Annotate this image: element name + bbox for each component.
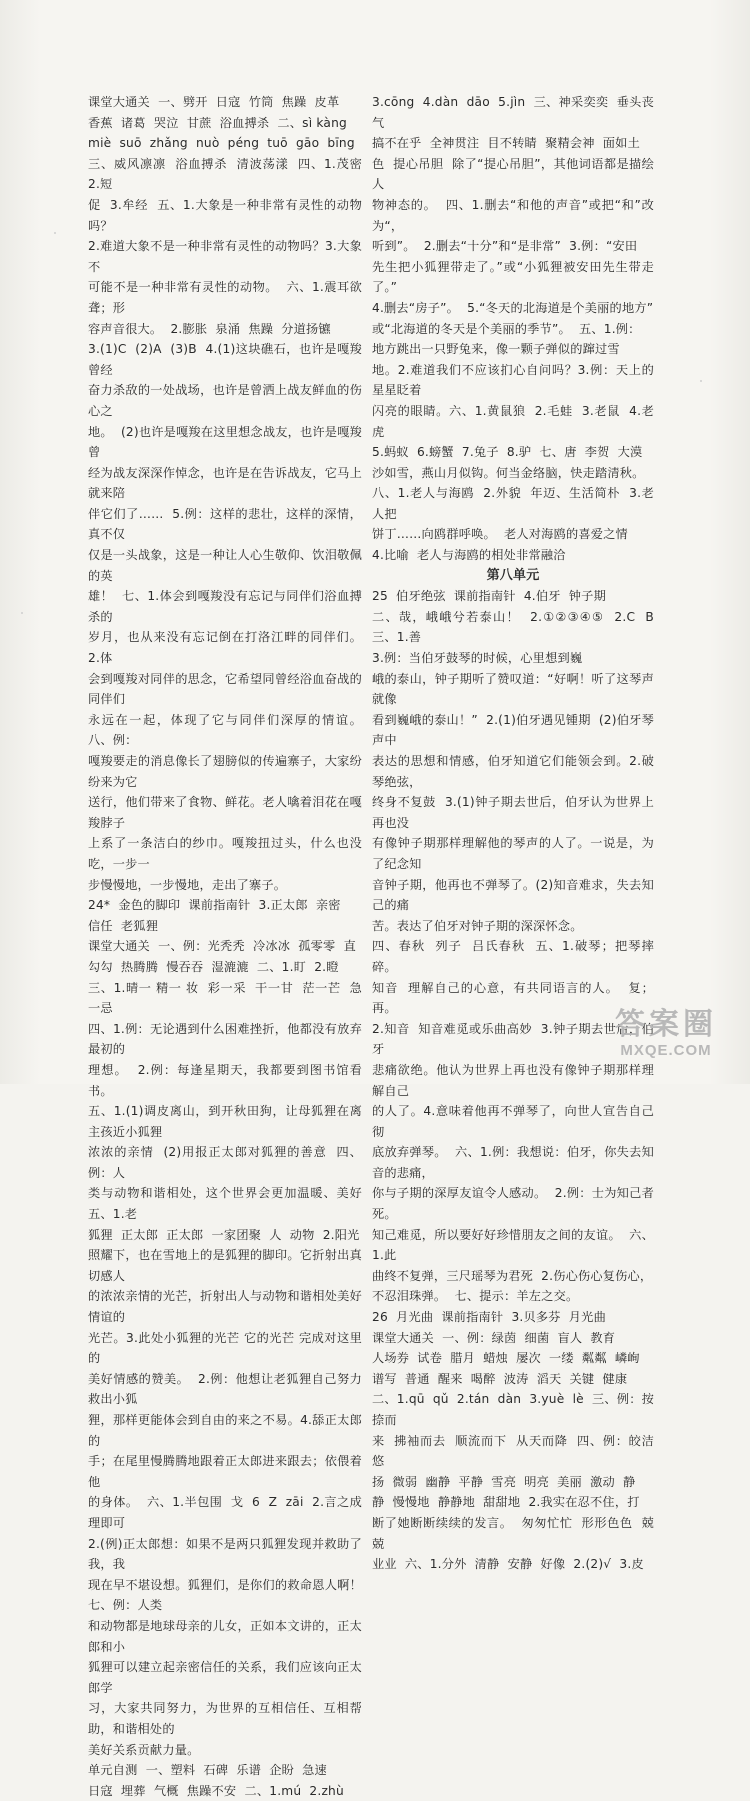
answer-line: 五、1.(1)调皮离山，到开秋田狗，让母狐狸在离主孩近小狐狸 xyxy=(88,1104,362,1139)
answer-line: 永远在一起，体现了它与同伴们深厚的情谊。 八、例： xyxy=(88,712,371,748)
answer-line: 岁月，也从来没有忘记倒在打洛江畔的同伴们。 2.体 xyxy=(88,630,371,666)
answer-line: 的身体。 六、1.半包围 戈 6 Z zāi 2.言之成理即可 xyxy=(88,1495,362,1530)
answer-line: 香蕉 诸葛 哭泣 甘蔗 浴血搏杀 二、sì kàng xyxy=(88,115,347,130)
answer-line: 步慢慢地，一步慢地，走出了寨子。 xyxy=(88,877,287,892)
answer-line: 不忍泪珠弹。 七、提示：羊左之交。 xyxy=(372,1289,579,1304)
answer-line: 24* 金色的脚印 课前指南针 3.正太郎 亲密 xyxy=(88,898,341,913)
answer-line: 的人了。4.意味着他再不弹琴了，向世人宣告自己彻 xyxy=(372,1104,654,1139)
answer-line: 和动物都是地球母亲的儿女，正如本文讲的，正太郎和小 xyxy=(88,1618,362,1654)
answer-line: 仅是一头战象，这是一种让人心生敬仰、饮泪敬佩的英 xyxy=(88,548,362,583)
answer-line: 嘎羧要走的消息像长了翅膀似的传遍寨子，大家纷纷来为它 xyxy=(88,754,362,789)
answer-line: 的浓浓亲情的光芒，折射出人与动物和谐相处美好情谊的 xyxy=(88,1289,362,1325)
answer-line: 静 慢慢地 静静地 甜甜地 2.我实在忍不住，打 xyxy=(372,1495,640,1510)
answer-line: 知己难觅，所以要好好珍惜朋友之间的友谊。 六、1.此 xyxy=(372,1227,654,1263)
answer-line: 底放弃弹琴。 六、1.例：我想说：伯牙，你失去知音的悲痛， xyxy=(372,1145,654,1180)
answer-line: 搞不在乎 全神贯注 目不转睛 聚精会神 面如土 xyxy=(372,136,640,151)
answer-line: 悲痛欲绝。他认为世界上再也没有像钟子期那样理解自己 xyxy=(372,1062,654,1098)
answer-line: 地方跳出一只野兔来，像一颗子弹似的蹿过雪 xyxy=(372,342,620,357)
answer-line: 业业 六、1.分外 清静 安静 好像 2.(2)√ 3.皮 xyxy=(372,1557,644,1572)
answer-line: 苦。表达了伯牙对钟子期的深深怀念。 xyxy=(372,918,583,933)
right-column xyxy=(372,92,663,1575)
answer-line: 有像钟子期那样理解他的琴声的人了。一说是，为了纪念知 xyxy=(372,836,654,871)
answer-line: 信任 老狐狸 xyxy=(88,918,159,933)
answer-line: 2.(例)正太郎想：如果不是两只狐狸发现并救助了我，我 xyxy=(88,1536,362,1572)
answer-line: 会到嘎羧对同伴的思念，它希望同曾经浴血奋战的同伴们 xyxy=(88,671,362,707)
answer-line: 表达的思想和情感，伯牙知道它们能领会到。2.破琴绝弦， xyxy=(372,754,654,789)
answer-line: 美好情感的赞美。 2.例：他想让老狐狸自己努力救出小狐 xyxy=(88,1371,362,1407)
answer-line: 日寇 埋葬 气概 焦躁不安 二、1.mú 2.zhù xyxy=(88,1783,344,1798)
unit-heading: 第八单元 xyxy=(486,567,540,583)
answer-line: 地。2.难道我们不应该扪心自问吗？3.例：天上的星星眨着 xyxy=(372,362,654,398)
answer-line: 照耀下，也在雪地上的是狐狸的脚印。它折射出真切感人 xyxy=(88,1248,362,1283)
answer-line: 类与动物和谐相处，这个世界会更加温暖、美好 五、1.老 xyxy=(88,1186,371,1222)
answer-line: 八、1.老人与海鸥 2.外貌 年迈、生活简朴 3.老人把 xyxy=(372,486,654,521)
watermark-url: MXQE.COM xyxy=(620,1042,712,1059)
answer-line: 看到巍峨的泰山！” 2.(1)伯牙遇见锺期 (2)伯牙琴声中 xyxy=(372,712,654,748)
answer-line: 你与子期的深厚友谊令人感动。 2.例：士为知己者死。 xyxy=(372,1186,654,1222)
answer-line: 奋力杀敌的一处战场，也许是曾洒上战友鲜血的伤心之 xyxy=(88,383,362,418)
scan-speck xyxy=(54,232,56,234)
answer-line: 二、哉，峨峨兮若泰山！ 2.①②③④⑤ 2.C B 三、1.善 xyxy=(372,609,663,645)
answer-line: 狐狸可以建立起亲密信任的关系，我们应该向正太郎学 xyxy=(88,1660,362,1695)
answer-line: 先生把小狐狸带走了。”或“小狐狸被安田先生带走了。” xyxy=(372,259,654,295)
answer-line: 狐狸 正太郎 正太郎 一家团聚 人 动物 2.阳光 xyxy=(88,1227,360,1242)
answer-line: 或“北海道的冬天是个美丽的季节”。 五、1.例： xyxy=(372,321,641,336)
answer-line: 峨的泰山，钟子期听了赞叹道：“好啊！听了这琴声就像 xyxy=(372,671,654,707)
answer-line: 25 伯牙绝弦 课前指南针 4.伯牙 钟子期 xyxy=(372,589,606,604)
answer-line: 促 3.牟经 五、1.大象是一种非常有灵性的动物吗？ xyxy=(88,197,362,233)
answer-line: 4.删去“房子”。 5.“冬天的北海道是个美丽的地方” xyxy=(372,300,654,315)
scan-speck xyxy=(700,380,702,382)
answer-line: 26 月光曲 课前指南针 3.贝多芬 月光曲 xyxy=(372,1310,606,1325)
answer-line: 4.比喻 老人与海鸥的相处非常融洽 xyxy=(372,548,566,563)
answer-line: 习，大家共同努力，为世界的互相信任、互相帮助，和谐相处的 xyxy=(88,1701,362,1736)
answer-line: 地。 (2)也许是嘎羧在这里想念战友，也许是嘎羧曾 xyxy=(88,424,362,460)
watermark-title: 答案圈 xyxy=(615,1007,717,1042)
answer-line: 谱写 普通 醒来 喝醉 波涛 滔天 关键 健康 xyxy=(372,1371,628,1386)
answer-line: 5.蚂蚁 6.螃蟹 7.兔子 8.驴 七、唐 李贺 大漠 xyxy=(372,445,643,460)
answer-line: 听到”。 2.删去“十分”和“是非常” 3.例：“安田 xyxy=(372,239,638,254)
answer-line: 物神态的。 四、1.删去“和他的声音”或把“和”改为“， xyxy=(372,197,654,233)
answer-line: 可能不是一种非常有灵性的动物。 六、1.震耳欲聋；形 xyxy=(88,280,362,315)
answer-line: 送行，他们带来了食物、鲜花。老人噙着泪花在嘎羧脖子 xyxy=(88,795,362,830)
answer-line: 狸，那样更能体会到自由的来之不易。4.舔正太郎的 xyxy=(88,1413,362,1448)
answer-line: 勾勾 热腾腾 慢吞吞 湿漉漉 二、1.盯 2.瞪 xyxy=(88,959,339,974)
answer-line: 浓浓的亲情 (2)用报正太郎对狐狸的善意 四、例：人 xyxy=(88,1145,362,1180)
watermark-logo xyxy=(592,1008,740,1070)
answer-line: 现在早不堪设想。狐狸们，是你们的救命恩人啊！ 七、例：人类 xyxy=(88,1577,371,1613)
answer-line: 雄！ 七、1.体会到嘎羧没有忘记与同伴们浴血搏杀的 xyxy=(88,589,362,624)
answer-line: 课堂大通关 一、例：光秃秃 冷冰冰 孤零零 直 xyxy=(88,939,356,954)
answer-line: 曲终不复弹，三尺瑶琴为君死 2.伤心伤心复伤心， xyxy=(372,1268,653,1283)
answer-line: 扬 微弱 幽静 平静 雪亮 明亮 美丽 激动 静 xyxy=(372,1474,636,1489)
answer-line: 来 拂袖而去 顺流而下 从天而降 四、例：皎洁 悠 xyxy=(372,1433,663,1469)
answer-line: 色 提心吊胆 除了“提心吊胆”，其他词语都是描绘人 xyxy=(372,156,654,192)
answer-line: 四、1.例：无论遇到什么困难挫折，他都没有放弃最初的 xyxy=(88,1021,362,1057)
answer-line: 人场券 试卷 腊月 蜡烛 屡次 一缕 粼粼 嶙峋 xyxy=(372,1351,640,1366)
answer-line: 3.例：当伯牙鼓琴的时候，心里想到巍 xyxy=(372,651,583,666)
answer-line: 二、1.qū qǔ 2.tán dàn 3.yuè lè 三、例：按捺而 xyxy=(372,1392,654,1427)
answer-line: 单元自测 一、塑料 石碑 乐谱 企盼 急速 xyxy=(88,1763,327,1778)
answer-line: 知音 理解自己的心意，有共同语言的人。 复；再。 xyxy=(372,980,654,1016)
answer-line: 课堂大通关 一、劈开 日寇 竹筒 焦躁 皮革 xyxy=(88,95,340,109)
answer-line: 2.知音 知音难觅或乐曲高妙 3.钟子期去世后，伯牙 xyxy=(372,1021,654,1057)
answer-line: 伴它们了…… 5.例：这样的悲壮，这样的深情，真不仅 xyxy=(88,506,362,542)
answer-line: 美好关系贡献力量。 xyxy=(88,1742,200,1757)
answer-line: 2.难道大象不是一种非常有灵性的动物吗？3.大象不 xyxy=(88,239,362,274)
answer-line: 断了她断断续续的发言。 匆匆忙忙 形形色色 兢兢 xyxy=(372,1515,654,1551)
answer-line: 光芒。3.此处小狐狸的光芒 它的光芒 完成对这里的 xyxy=(88,1330,362,1366)
answer-line: 三、威风凛凛 浴血搏杀 清波荡漾 四、1.茂密 2.短 xyxy=(88,156,371,192)
answer-line: 3.cōng 4.dàn dāo 5.jìn 三、神采奕奕 垂头丧气 xyxy=(372,95,654,130)
left-column xyxy=(88,92,371,1801)
answer-line: 闪亮的眼睛。六、1.黄鼠狼 2.毛蛙 3.老鼠 4.老虎 xyxy=(372,403,654,439)
answer-line: 四、春秋 列子 吕氏春秋 五、1.破琴；把琴摔碎。 xyxy=(372,939,654,974)
answer-line: 课堂大通关 一、例：绿茵 细菌 盲人 教育 xyxy=(372,1330,616,1345)
answer-line: 三、1.晴一 精一 妆 彩一采 干一甘 茫一芒 急一忌 xyxy=(88,980,362,1016)
answer-line: 容声音很大。 2.膨胀 泉涌 焦躁 分道扬镳 xyxy=(88,321,331,336)
answer-line: 终身不复鼓 3.(1)钟子期去世后，伯牙认为世界上再也没 xyxy=(372,795,654,830)
scan-speck xyxy=(21,612,23,614)
answer-line: 沙如雪，燕山月似钩。何当金络脑，快走踏清秋。 xyxy=(372,465,645,480)
answer-line: 音钟子期，他再也不弹琴了。(2)知音难求，失去知己的痛 xyxy=(372,877,654,913)
answer-line: 经为战友深深作悼念，也许是在告诉战友，它马上就来陪 xyxy=(88,465,362,501)
answer-line: 理想。 2.例：每逢星期天，我都要到图书馆看书。 xyxy=(88,1062,362,1098)
answer-line: 手；在尾里慢腾腾地跟着正太郎进来跟去；依偎着他 xyxy=(88,1454,362,1489)
answer-line: 3.(1)C (2)A (3)B 4.(1)这块礁石，也许是嘎羧曾经 xyxy=(88,342,362,377)
answer-line: 上系了一条洁白的纱巾。嘎羧扭过头，什么也没吃，一步一 xyxy=(88,836,362,871)
answer-line: miè suō zhǎng nuò péng tuō gāo bīng xyxy=(88,136,355,151)
answer-line: 饼丁……向鸥群呼唤。 老人对海鸥的喜爱之情 xyxy=(372,527,628,542)
